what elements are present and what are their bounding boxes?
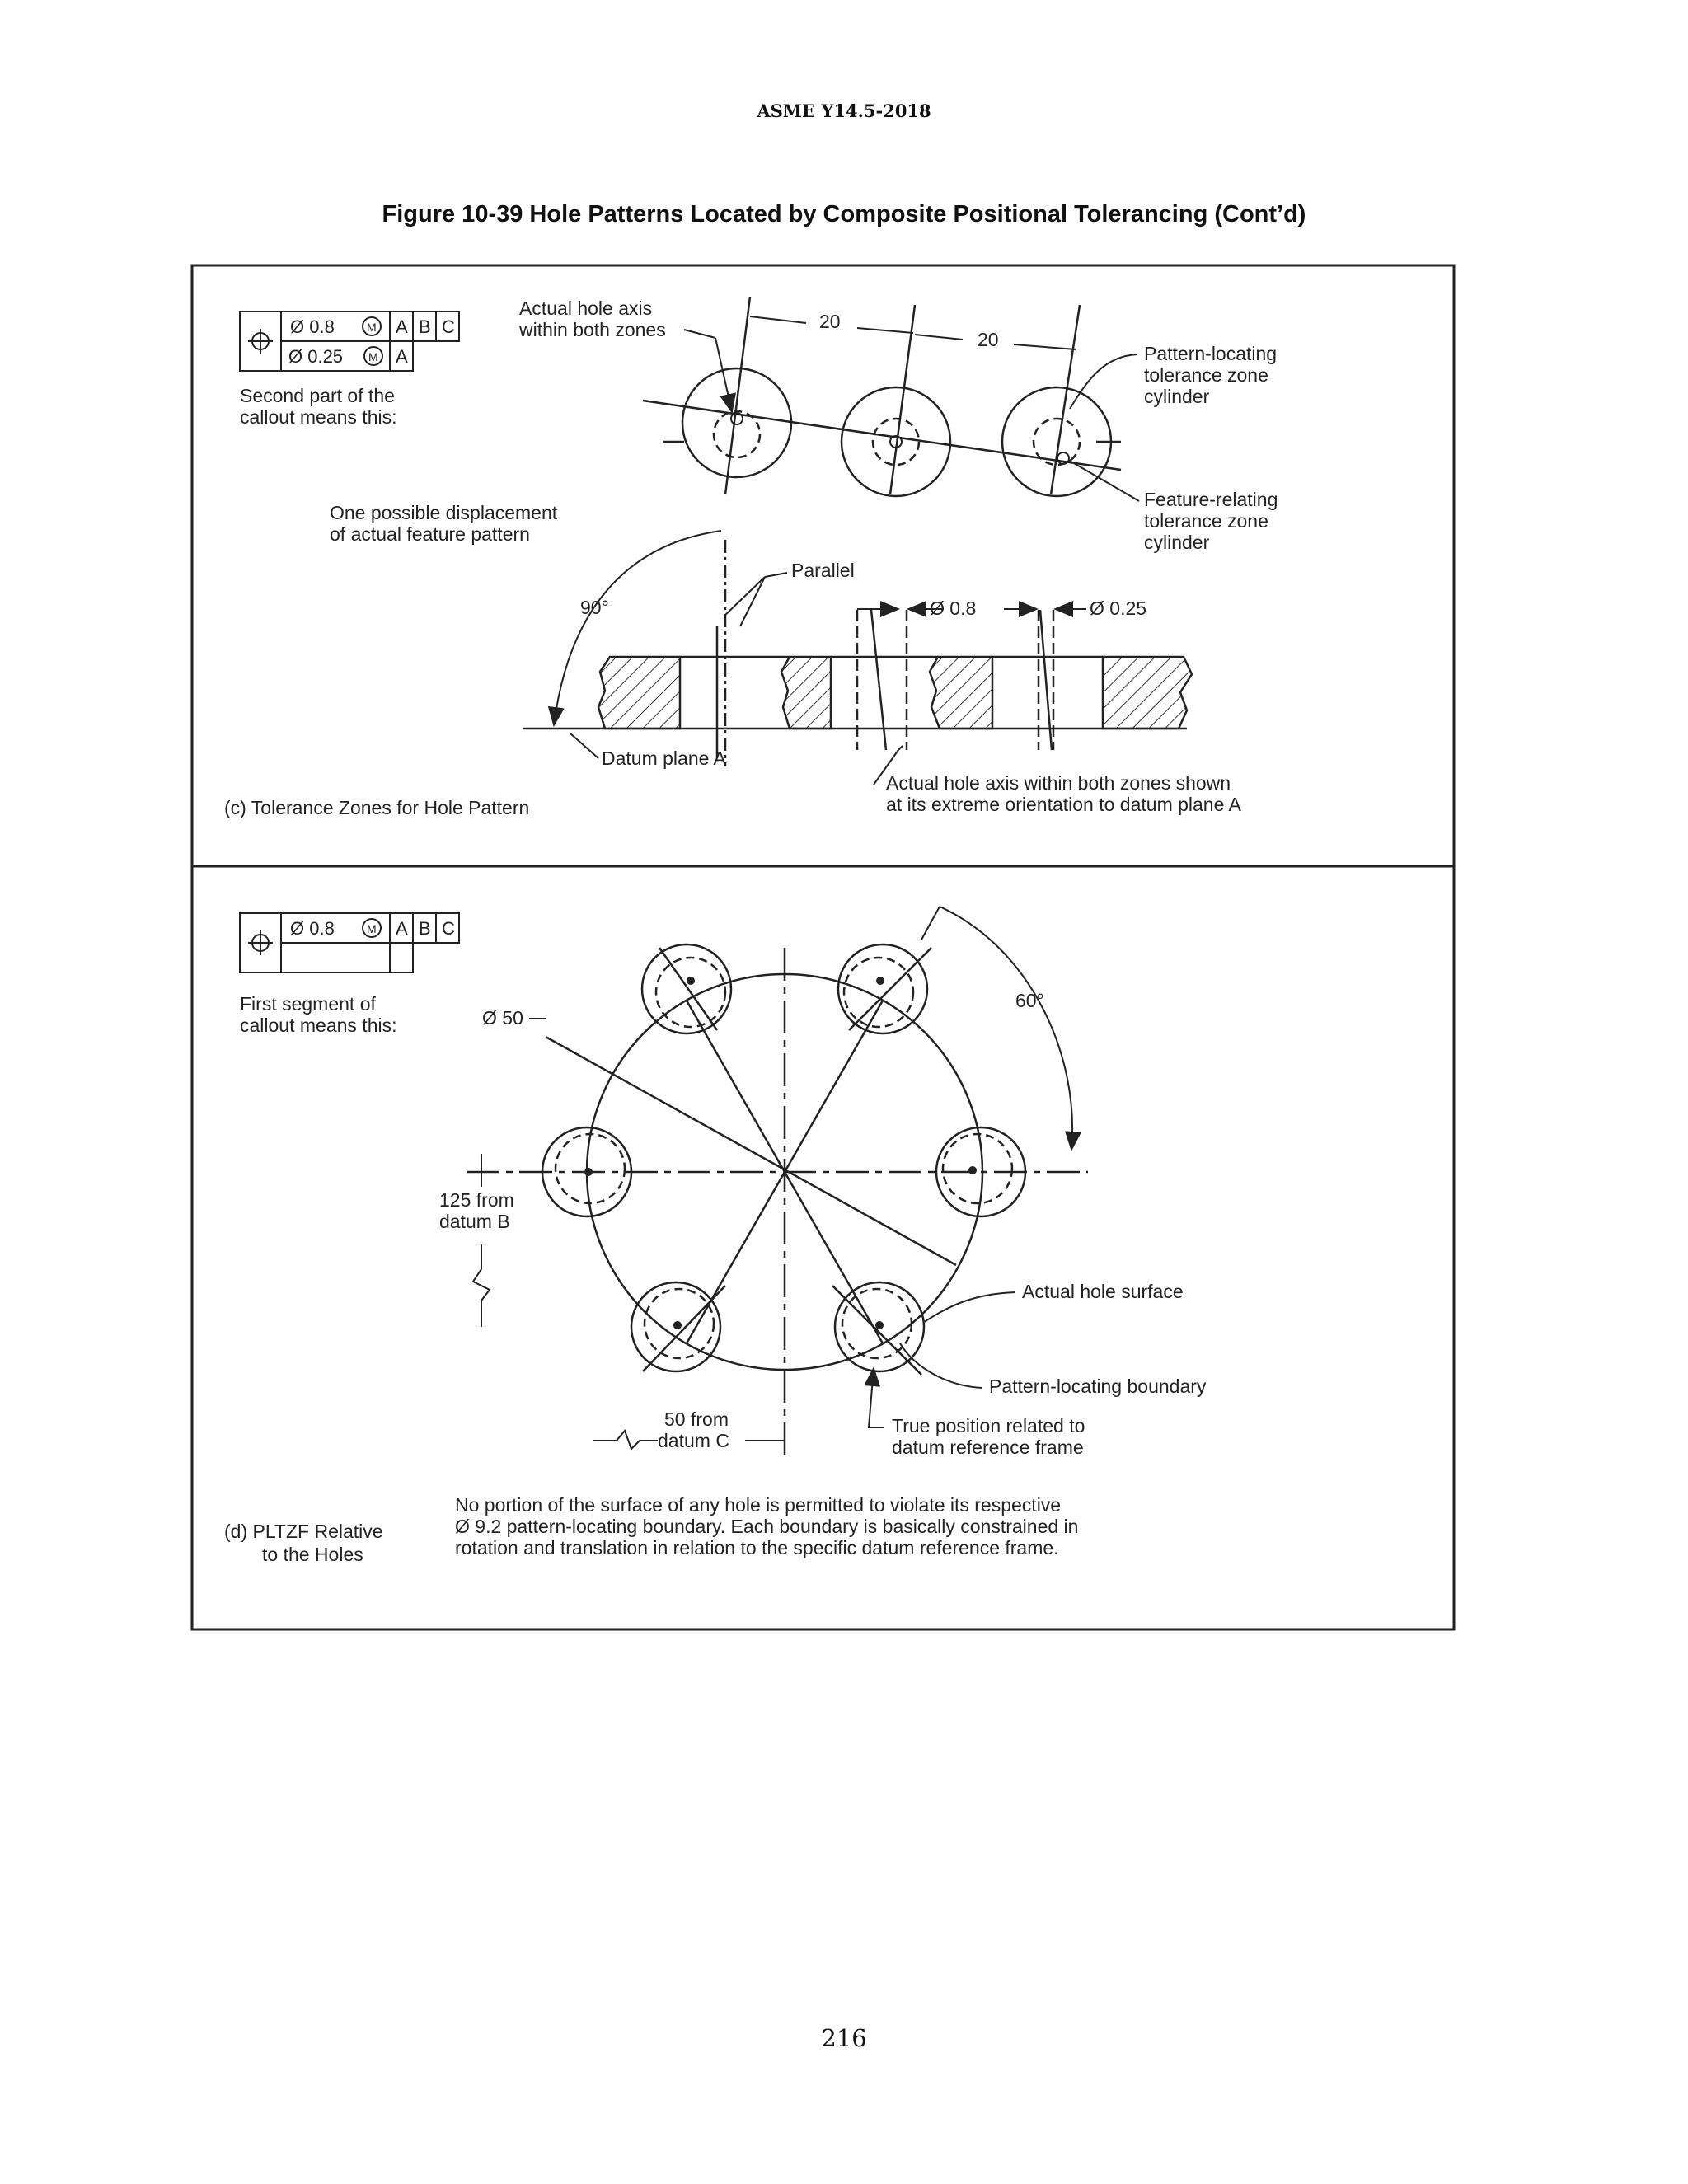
extreme-orientation-line2: at its extreme orientation to datum plane A: [886, 794, 1241, 815]
from-b-line1: 125 from: [439, 1189, 514, 1211]
fcf-c-row1-tolerance: Ø 0.8: [290, 316, 335, 337]
fcf-d-tolerance: Ø 0.8: [290, 918, 335, 939]
true-position-line1: True position related to: [892, 1415, 1085, 1436]
fcf-d-datum-c: C: [442, 918, 455, 939]
feature-relating-line2: tolerance zone: [1144, 510, 1268, 532]
pattern-locating-boundary: Pattern-locating boundary: [989, 1376, 1207, 1397]
second-part-line1: Second part of the: [240, 385, 395, 406]
true-position-line2: datum reference frame: [892, 1436, 1084, 1458]
fcf-c-datum-b: B: [419, 316, 431, 337]
note-line3: rotation and translation in relation to the specific datum reference frame.: [455, 1537, 1059, 1558]
second-part-line2: callout means this:: [240, 406, 397, 428]
pattern-locating-line3: cylinder: [1144, 386, 1210, 407]
panel-d-title-line2: to the Holes: [262, 1544, 363, 1565]
panel-d-title-line1: (d) PLTZF Relative: [224, 1521, 383, 1542]
dim-20-right: 20: [978, 329, 999, 350]
angle-60: 60°: [1015, 990, 1044, 1011]
angle-90: 90°: [580, 597, 609, 618]
fcf-c-row2-tolerance: Ø 0.25: [288, 346, 344, 367]
fcf-c-row1-modifier: M: [367, 321, 377, 334]
actual-axis-line2: within both zones: [519, 319, 666, 340]
fcf-d-datum-a: A: [396, 918, 408, 939]
extreme-orientation-line1: Actual hole axis within both zones shown: [886, 772, 1231, 794]
pattern-locating-line1: Pattern-locating: [1144, 343, 1278, 364]
displacement-line2: of actual feature pattern: [330, 523, 530, 545]
actual-axis-line1: Actual hole axis: [519, 298, 653, 319]
top-view-holes: [643, 297, 1121, 496]
fcf-d-modifier: M: [367, 922, 377, 935]
first-segment-line1: First segment of: [240, 993, 376, 1015]
standard-header: ASME Y14.5-2018: [757, 101, 931, 121]
from-c-line1: 50 from: [664, 1408, 729, 1430]
note-line1: No portion of the surface of any hole is permitted to violate its respective: [455, 1494, 1062, 1516]
first-segment-line2: callout means this:: [240, 1015, 397, 1036]
fcf-c-datum-a: A: [396, 316, 408, 337]
page-number: 216: [821, 2024, 867, 2052]
hole-centers: [584, 977, 977, 1329]
fcf-c-datum-c: C: [442, 316, 455, 337]
dia-50-label: Ø 50: [482, 1007, 523, 1029]
feature-relating-line1: Feature-relating: [1144, 489, 1278, 510]
from-c-line2: datum C: [658, 1430, 729, 1451]
fcf-c-row2-datum: A: [396, 346, 408, 367]
parallel-label: Parallel: [791, 560, 855, 581]
dim-dia-025: Ø 0.25: [1090, 598, 1147, 619]
dim-dia-08: Ø 0.8: [930, 598, 977, 619]
panel-c-title: (c) Tolerance Zones for Hole Pattern: [224, 797, 530, 818]
figure-caption: Figure 10-39 Hole Patterns Located by Composite Positional Tolerancing (Cont’d): [382, 201, 1306, 227]
actual-hole-surface: Actual hole surface: [1022, 1281, 1184, 1302]
feature-relating-line3: cylinder: [1144, 532, 1210, 553]
pattern-locating-line2: tolerance zone: [1144, 364, 1268, 386]
datum-plane-a: Datum plane A: [602, 748, 726, 769]
dim-20-left: 20: [819, 311, 841, 332]
fcf-d-datum-b: B: [419, 918, 431, 939]
displacement-line1: One possible displacement: [330, 502, 558, 523]
fcf-c-row2-modifier: M: [368, 350, 378, 363]
note-line2: Ø 9.2 pattern-locating boundary. Each boundary is basically constrained in: [455, 1516, 1079, 1537]
from-b-line2: datum B: [439, 1211, 510, 1232]
